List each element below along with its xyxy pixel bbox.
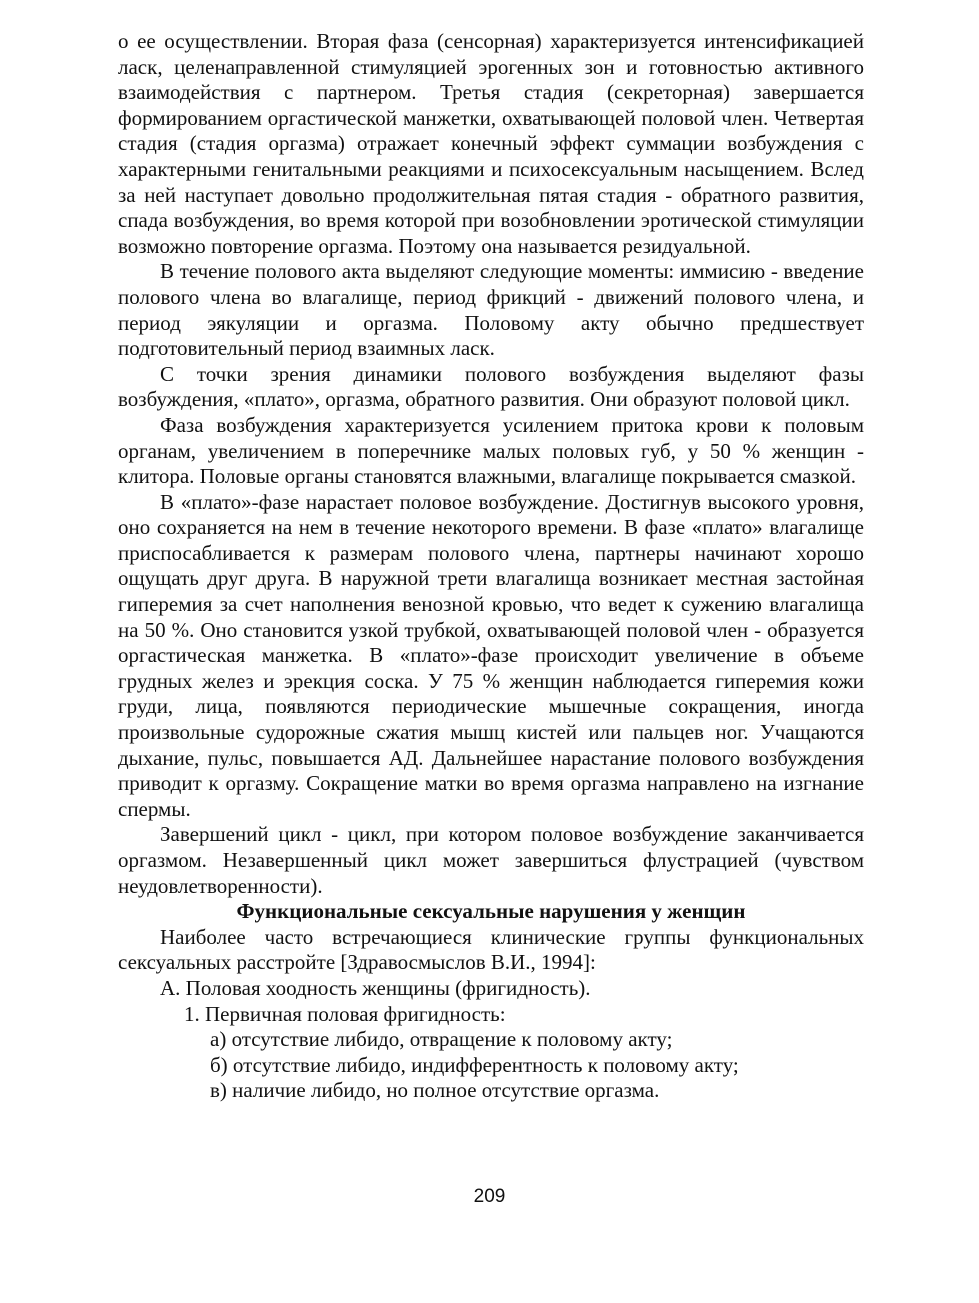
paragraph-complete-cycle: Завершений цикл - цикл, при котором половое возбуждение заканчивается оргазмом. Незавершенный цикл может завершиться флустрацией (чувством неудовлетворенности).	[118, 822, 864, 898]
paragraph-phases-continued: о ее осуществлении. Вторая фаза (сенсорная) характеризуется интенсификацией ласк, целенаправленной стимуляцией эрогенных зон и готовностью активного взаимодействия с партнером. Третья стадия (секреторная) завершается формированием оргастической манжетки, охватывающей половой член. Четвертая стадия (стадия оргазма) отражает конечный эффект суммации возбуждения с характерными генитальными реакциями и психосексуальным насыщением. Вслед за ней наступает довольно продолжительная пятая стадия - обратного развития, спада возбуждения, во время которой при возобновлении эротической стимуляции возможно повторение оргазма. Поэтому она называется резидуальной.	[118, 29, 864, 258]
list-item-a: А. Половая хоодность женщины (фригидность).	[160, 975, 591, 1000]
page-number: 209	[473, 1186, 506, 1207]
list-subitem: б) отсутствие либидо, индифферентность к половому акту;	[210, 1052, 739, 1077]
paragraph-plateau-phase: В «плато»-фазе нарастает половое возбуждение. Достигнув высокого уровня, оно сохраняется на нем в течение некоторого времени. В фазе «плато» влагалище приспосабливается к размерам полового члена, партнеры начинают хорошо ощущать друг друга. В наружной трети влагалища возникает местная застойная гиперемия за счет наполнения венозной кровью, что ведет к сужению влагалища на 50 %. Оно становится узкой трубкой, охватывающей половой член - образуется оргастическая манжетка. В «плато»-фазе происходит увеличение в объеме грудных желез и эрекция соска. У 75 % женщин наблюдается гиперемия кожи груди, лица, появляются периодические мышечные сокращения, иногда произвольные судорожные сжатия мышц кистей или пальцев ног. Учащаются дыхание, пульс, повышается АД. Дальнейшее нарастание полового возбуждения приводит к оргазму. Сокращение матки во время оргазма направлено на изгнание спермы.	[118, 489, 864, 821]
section-heading: Функциональные сексуальные нарушения у женщин	[236, 899, 746, 924]
list-item-1: 1. Первичная половая фригидность:	[184, 1001, 506, 1026]
section-intro: Наиболее часто встречающиеся клинические группы функциональных сексуальных расстройте [Здравосмыслов В.И., 1994]:	[118, 924, 864, 975]
paragraph-excitement-phase: Фаза возбуждения характеризуется усилением притока крови к половым органам, увеличением в поперечнике малых половых губ, у 50 % женщин - клитора. Половые органы становятся влажными, влагалище покрывается смазкой.	[118, 412, 864, 489]
paragraph-coitus-moments: В течение полового акта выделяют следующие моменты: иммисию - введение полового члена во влагалище, период фрикций - движений полового члена, и период эякуляции и оргазма. Половому акту обычно предшествует подготовительный период взаимных ласк.	[118, 259, 864, 361]
list-subitem: а) отсутствие либидо, отвращение к половому акту;	[210, 1027, 673, 1052]
page-text	[118, 29, 864, 1104]
paragraph-dynamics: С точки зрения динамики полового возбуждения выделяют фазы возбуждения, «плато», оргазма, обратного развития. Они образуют половой цикл.	[118, 361, 864, 412]
list-subitem: в) наличие либидо, но полное отсутствие оргазма.	[210, 1078, 660, 1103]
